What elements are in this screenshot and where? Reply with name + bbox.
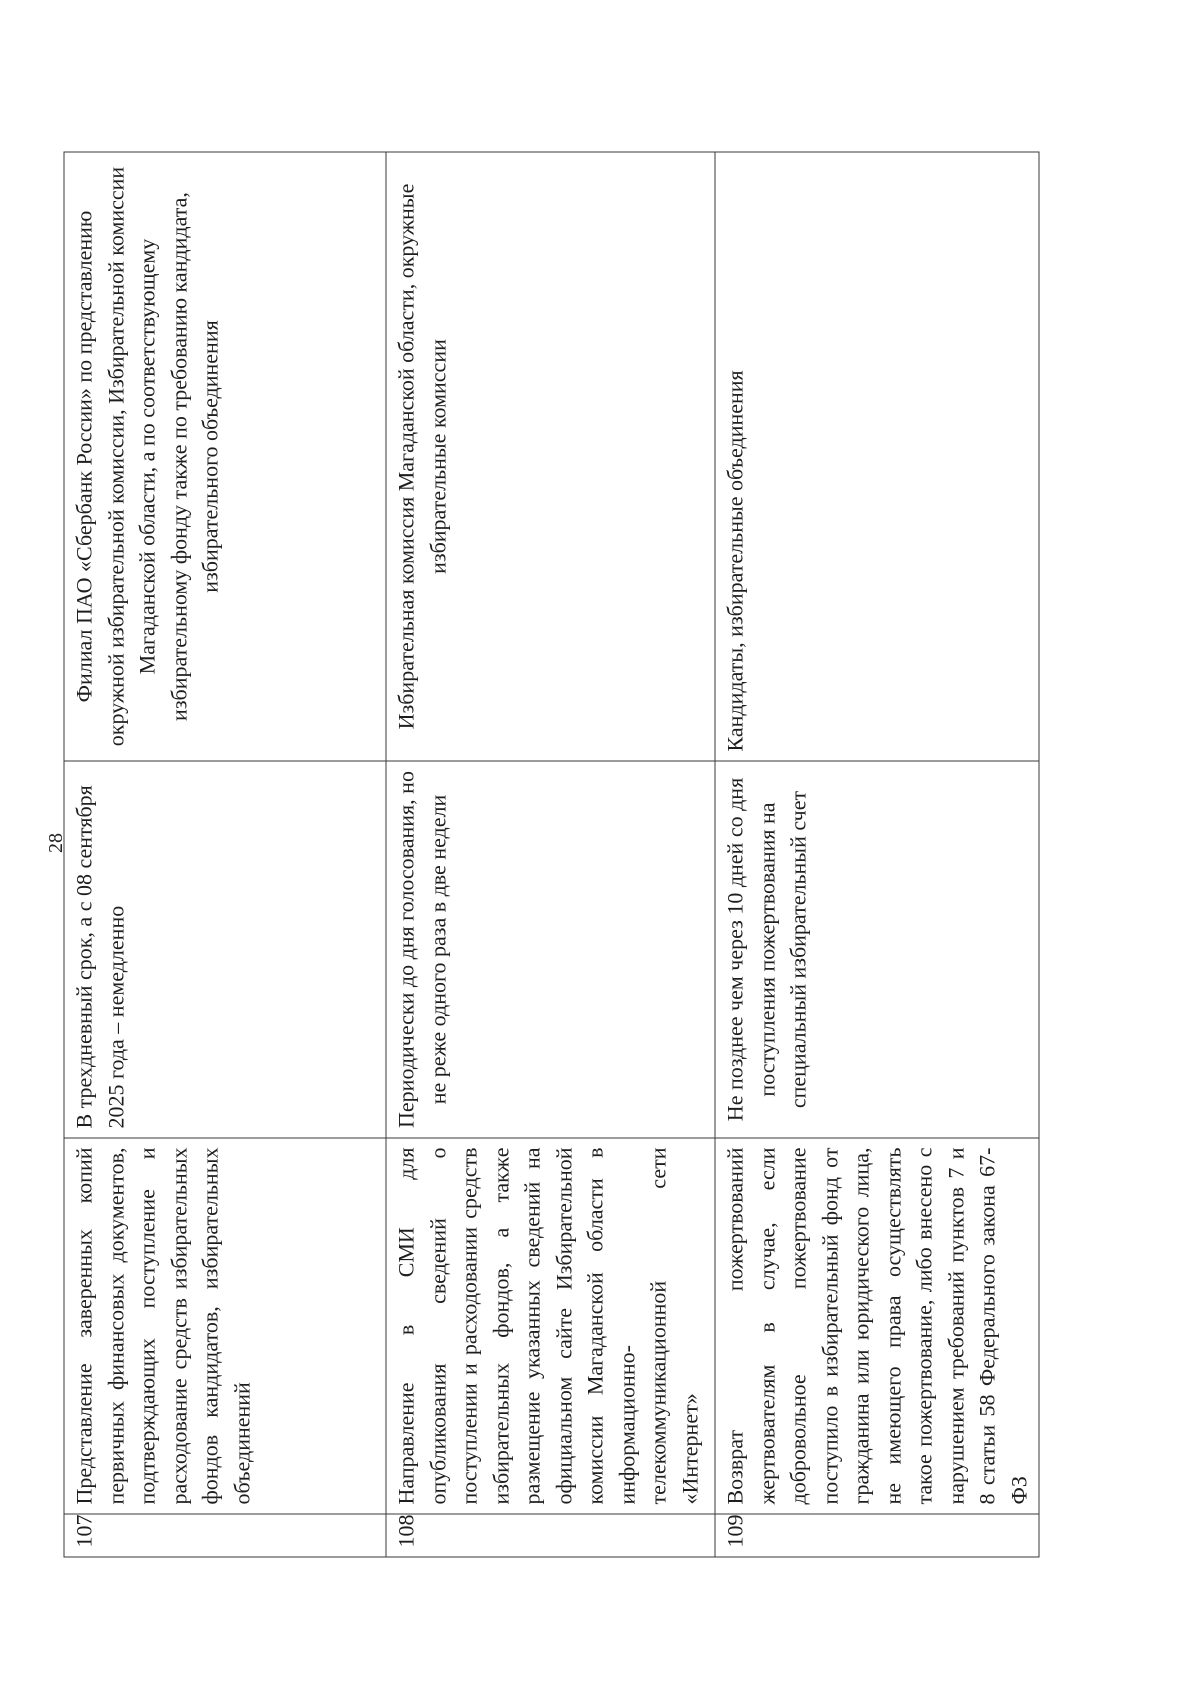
responsible-cell: Избирательная комиссия Магаданской области, окружные избирательные комиссии — [386, 152, 715, 761]
responsible-cell: Кандидаты, избирательные объединения — [715, 152, 1039, 761]
term-cell: Периодически до дня голосования, но не реже одного раза в две недели — [386, 761, 715, 1138]
term-cell: Не позднее чем через 10 дней со дня поступления пожертвования на специальный избирательный счет — [715, 761, 1039, 1138]
responsible-cell: Филиал ПАО «Сбербанк России» по представлению окружной избирательной комиссии, Избирательной комиссии Магаданской области, а по соответствующему избирательному фонду также по требованию кандидата, избирательного объединения — [64, 152, 386, 761]
description-cell: Направление в СМИ для опубликования сведений о поступлении и расходовании средств избирательных фондов, а также размещение указанных сведений на официальном сайте Избирательной комиссии Магаданской области в информационно-телекоммуникационной сети «Интернет» — [386, 1138, 715, 1514]
term-cell: В трехдневный срок, а с 08 сентября 2025 года – немедленно — [64, 761, 386, 1138]
rotated-table-container — [63, 152, 1031, 1557]
description-cell: Представление заверенных копий первичных финансовых документов, подтверждающих поступление и расходование средств избирательных фондов кандидатов, избирательных объединений — [64, 1138, 386, 1514]
page-number: 28 — [45, 833, 67, 853]
row-number-cell: 109 — [715, 1514, 1039, 1557]
table-row — [386, 152, 715, 1557]
row-number-cell: 108 — [386, 1514, 715, 1557]
table-row — [64, 152, 386, 1557]
row-number-cell: 107 — [64, 1514, 386, 1557]
description-cell: Возврат пожертвований жертвователям в случае, если добровольное пожертвование поступило в избирательный фонд от гражданина или юридического лица, не имеющего права осуществлять такое пожертвование, либо внесено с нарушением требований пунктов 7 и 8 статьи 58 Федерального закона 67-ФЗ — [715, 1138, 1039, 1514]
table-row — [715, 152, 1039, 1557]
schedule-table — [63, 151, 1039, 1557]
